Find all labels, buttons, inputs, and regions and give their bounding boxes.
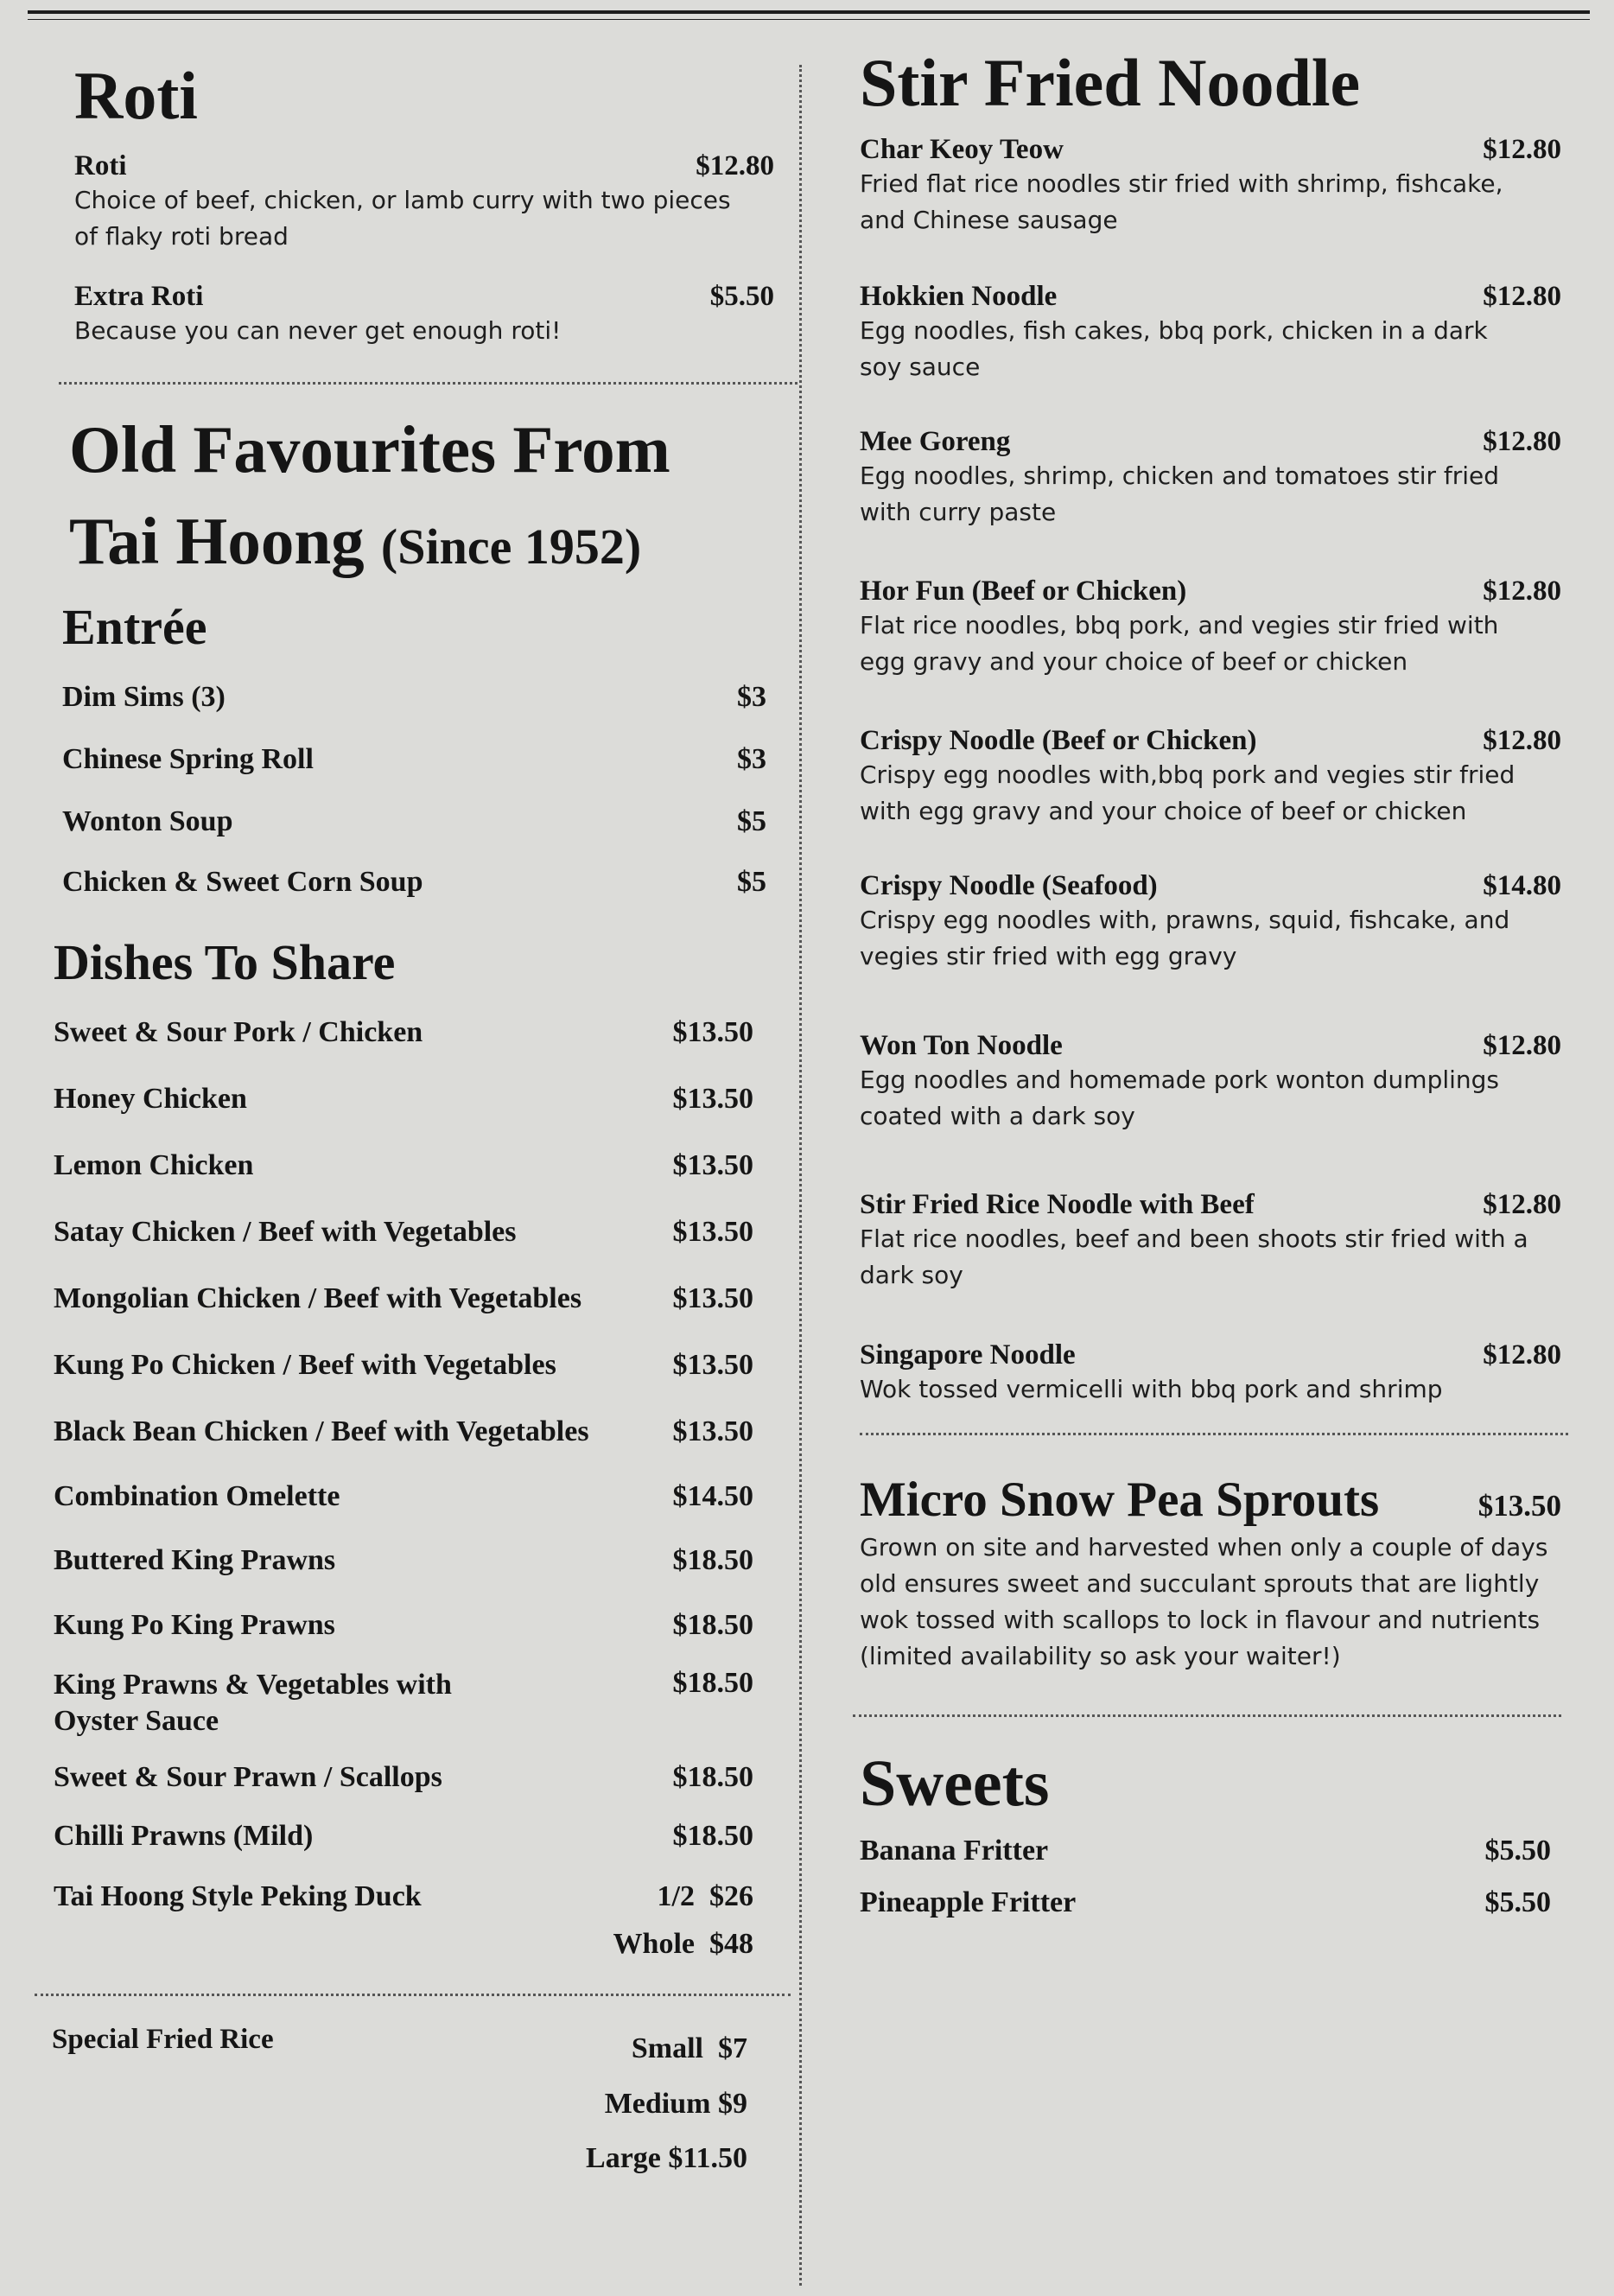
price-small: Small $7 — [631, 2032, 747, 2064]
item-name: Mongolian Chicken / Beef with Vegetables — [54, 1282, 582, 1315]
item-description: Wok tossed vermicelli with bbq pork and shrimp — [860, 1374, 1443, 1403]
item-price: $13.50 — [672, 1016, 753, 1049]
item-name: Sweet & Sour Prawn / Scallops — [54, 1760, 442, 1793]
price-large: Large $11.50 — [586, 2141, 747, 2174]
roti-heading: Roti — [74, 58, 198, 133]
menu-item — [860, 426, 1561, 576]
micro-snow-pea-heading: Micro Snow Pea Sprouts — [860, 1472, 1380, 1527]
menu-item — [54, 1748, 753, 1807]
column-divider — [799, 65, 802, 2286]
item-name: Dim Sims (3) — [62, 680, 226, 713]
item-price: $13.50 — [672, 1216, 753, 1249]
item-price: $14.80 — [1483, 869, 1561, 901]
entree-list — [62, 666, 766, 912]
item-name: Kung Po King Prawns — [54, 1608, 335, 1641]
item-description: Crispy egg noodles with, prawns, squid, fishcake, and vegies stir fried with egg gravy — [860, 905, 1510, 970]
sweets-heading: Sweets — [860, 1746, 1050, 1820]
item-description: Flat rice noodles, beef and been shoots stir fried with a dark soy — [860, 1224, 1528, 1289]
menu-item — [54, 1000, 753, 1066]
item-price: $12.80 — [1483, 1339, 1561, 1371]
item-price: $5.50 — [1484, 1835, 1551, 1867]
dishes-list — [54, 1000, 753, 1961]
item-price: $12.80 — [1483, 575, 1561, 607]
item-description: Crispy egg noodles with,bbq pork and vegies stir fried with egg gravy and your choice of beef or chicken — [860, 760, 1516, 825]
menu-item — [54, 1332, 753, 1399]
item-price: $12.80 — [1483, 133, 1561, 165]
item-price: $12.80 — [696, 149, 774, 181]
entree-section — [50, 597, 766, 912]
item-name: Crispy Noodle (Seafood) — [860, 869, 1158, 901]
item-description: Egg noodles, shrimp, chicken and tomatoes stir fried with curry paste — [860, 461, 1500, 526]
section-divider — [35, 1994, 791, 1996]
item-name: Lemon Chicken — [54, 1149, 254, 1182]
item-price: $18.50 — [672, 1608, 753, 1641]
menu-item — [860, 725, 1561, 870]
item-name: Hor Fun (Beef or Chicken) — [860, 575, 1187, 607]
menu-item — [860, 281, 1561, 426]
item-price: $12.80 — [1483, 1188, 1561, 1220]
item-name: Combination Omelette — [54, 1480, 340, 1513]
menu-item-extra-roti — [74, 281, 774, 349]
item-price: $3 — [737, 680, 766, 713]
menu-item — [54, 1066, 753, 1133]
item-price: $5 — [737, 805, 766, 837]
item-price: $18.50 — [672, 1819, 753, 1852]
section-divider — [59, 382, 797, 385]
item-price: $12.80 — [1483, 280, 1561, 312]
item-name: Crispy Noodle (Beef or Chicken) — [860, 724, 1257, 756]
top-rule — [28, 10, 1590, 14]
menu-item — [54, 1399, 753, 1466]
item-price: $18.50 — [672, 1666, 753, 1699]
item-name: Stir Fried Rice Noodle with Beef — [860, 1188, 1255, 1220]
item-name: Won Ton Noodle — [860, 1029, 1063, 1061]
stir-fried-noodle-heading: Stir Fried Noodle — [860, 45, 1361, 120]
item-price-half: 1/2 $26 — [657, 1879, 753, 1912]
menu-item-roti — [74, 150, 774, 255]
item-price-whole: Whole $48 — [613, 1927, 753, 1960]
item-name: Extra Roti — [74, 280, 204, 312]
menu-item-peking-duck — [54, 1866, 753, 1928]
item-name-line2: Oyster Sauce — [54, 1704, 219, 1737]
menu-item — [860, 1030, 1561, 1189]
item-name: Sweet & Sour Pork / Chicken — [54, 1016, 423, 1049]
item-price: $13.50 — [672, 1415, 753, 1448]
item-price: $3 — [737, 742, 766, 775]
item-name: Chicken & Sweet Corn Soup — [62, 865, 423, 898]
item-name: Wonton Soup — [62, 805, 233, 837]
menu-item — [54, 1133, 753, 1199]
menu-item — [860, 1189, 1561, 1339]
item-description: Grown on site and harvested when only a couple of days old ensures sweet and succulant sprouts that are lightly wok tossed with scallops to lock in flavour and nutrients (limited availability so ask your waiter!) — [860, 1532, 1548, 1670]
right-column — [860, 45, 1564, 1929]
item-name: Kung Po Chicken / Beef with Vegetables — [54, 1349, 556, 1382]
item-description: Because you can never get enough roti! — [74, 315, 562, 345]
menu-item — [62, 853, 766, 912]
since-year: (Since 1952) — [380, 518, 642, 576]
menu-item — [860, 576, 1561, 725]
entree-heading: Entrée — [62, 599, 207, 656]
item-description: Egg noodles and homemade pork wonton dumplings coated with a dark soy — [860, 1065, 1500, 1130]
item-price: $5.50 — [709, 280, 774, 312]
item-price: $5.50 — [1484, 1886, 1551, 1919]
dishes-to-share-heading: Dishes To Share — [54, 933, 396, 990]
menu-item — [860, 134, 1561, 281]
menu-item — [54, 1529, 753, 1593]
menu-item — [62, 728, 766, 791]
menu-item — [860, 1825, 1551, 1877]
micro-snow-pea-section — [860, 1472, 1561, 1675]
item-name: Black Bean Chicken / Beef with Vegetables — [54, 1415, 589, 1448]
left-column — [50, 58, 774, 2179]
micro-snow-pea-header — [860, 1472, 1561, 1528]
menu-item — [860, 1339, 1561, 1433]
menu-item — [860, 870, 1561, 1030]
menu-item — [54, 1266, 753, 1332]
roti-section — [50, 60, 774, 349]
item-price: $13.50 — [672, 1149, 753, 1182]
dishes-to-share-section — [50, 932, 753, 1961]
item-price: $5 — [737, 865, 766, 898]
item-name: Hokkien Noodle — [860, 280, 1058, 312]
menu-item — [860, 1877, 1551, 1929]
item-name: Singapore Noodle — [860, 1339, 1076, 1371]
item-name: Roti — [74, 149, 127, 181]
item-name — [54, 1667, 452, 1739]
section-divider — [853, 1714, 1561, 1717]
item-name: Chilli Prawns (Mild) — [54, 1819, 314, 1852]
item-price: $13.50 — [1477, 1488, 1561, 1523]
menu-item — [54, 1466, 753, 1529]
item-name: Honey Chicken — [54, 1083, 247, 1116]
item-price: $14.50 — [672, 1480, 753, 1513]
item-name: Buttered King Prawns — [54, 1543, 336, 1576]
item-name: Char Keoy Teow — [860, 133, 1064, 165]
item-description: Fried flat rice noodles stir fried with shrimp, fishcake, and Chinese sausage — [860, 169, 1503, 234]
tai-hoong-title: Tai Hoong — [69, 504, 365, 579]
old-favourites-heading — [50, 404, 759, 588]
special-fried-rice-section — [50, 2015, 747, 2179]
item-name: Chinese Spring Roll — [62, 742, 314, 775]
menu-item — [54, 1658, 753, 1748]
item-price: $12.80 — [1483, 1029, 1561, 1061]
item-price: $13.50 — [672, 1083, 753, 1116]
top-rule-thin — [28, 19, 1590, 20]
item-name: Tai Hoong Style Peking Duck — [54, 1879, 422, 1912]
item-price: $12.80 — [1483, 425, 1561, 457]
item-name: Mee Goreng — [860, 425, 1011, 457]
item-price: $13.50 — [672, 1349, 753, 1382]
section-divider — [860, 1433, 1568, 1435]
noodle-list — [860, 134, 1561, 1433]
menu-item — [54, 1199, 753, 1266]
price-medium: Medium $9 — [604, 2087, 747, 2120]
item-name: Pineapple Fritter — [860, 1886, 1077, 1919]
old-favourites-title-line2 — [69, 495, 759, 587]
item-name: Satay Chicken / Beef with Vegetables — [54, 1216, 517, 1249]
item-price: $12.80 — [1483, 724, 1561, 756]
item-description: Egg noodles, fish cakes, bbq pork, chicken in a dark soy sauce — [860, 315, 1488, 381]
item-name-line1: King Prawns & Vegetables with — [54, 1668, 452, 1701]
sweets-list — [860, 1825, 1551, 1929]
old-favourites-title-line1: Old Favourites From — [69, 411, 670, 487]
item-name: Banana Fritter — [860, 1835, 1049, 1867]
menu-item — [54, 1807, 753, 1866]
item-price: $13.50 — [672, 1282, 753, 1315]
menu-item — [62, 666, 766, 728]
item-description: Flat rice noodles, bbq pork, and vegies stir fried with egg gravy and your choice of beef or chicken — [860, 610, 1499, 676]
item-description: Choice of beef, chicken, or lamb curry with two pieces of flaky roti bread — [74, 185, 731, 251]
sweets-section — [860, 1748, 1551, 1930]
menu-item — [54, 1593, 753, 1658]
item-name: Special Fried Rice — [52, 2023, 274, 2055]
item-price: $18.50 — [672, 1543, 753, 1576]
menu-item — [62, 791, 766, 853]
item-price: $18.50 — [672, 1760, 753, 1793]
